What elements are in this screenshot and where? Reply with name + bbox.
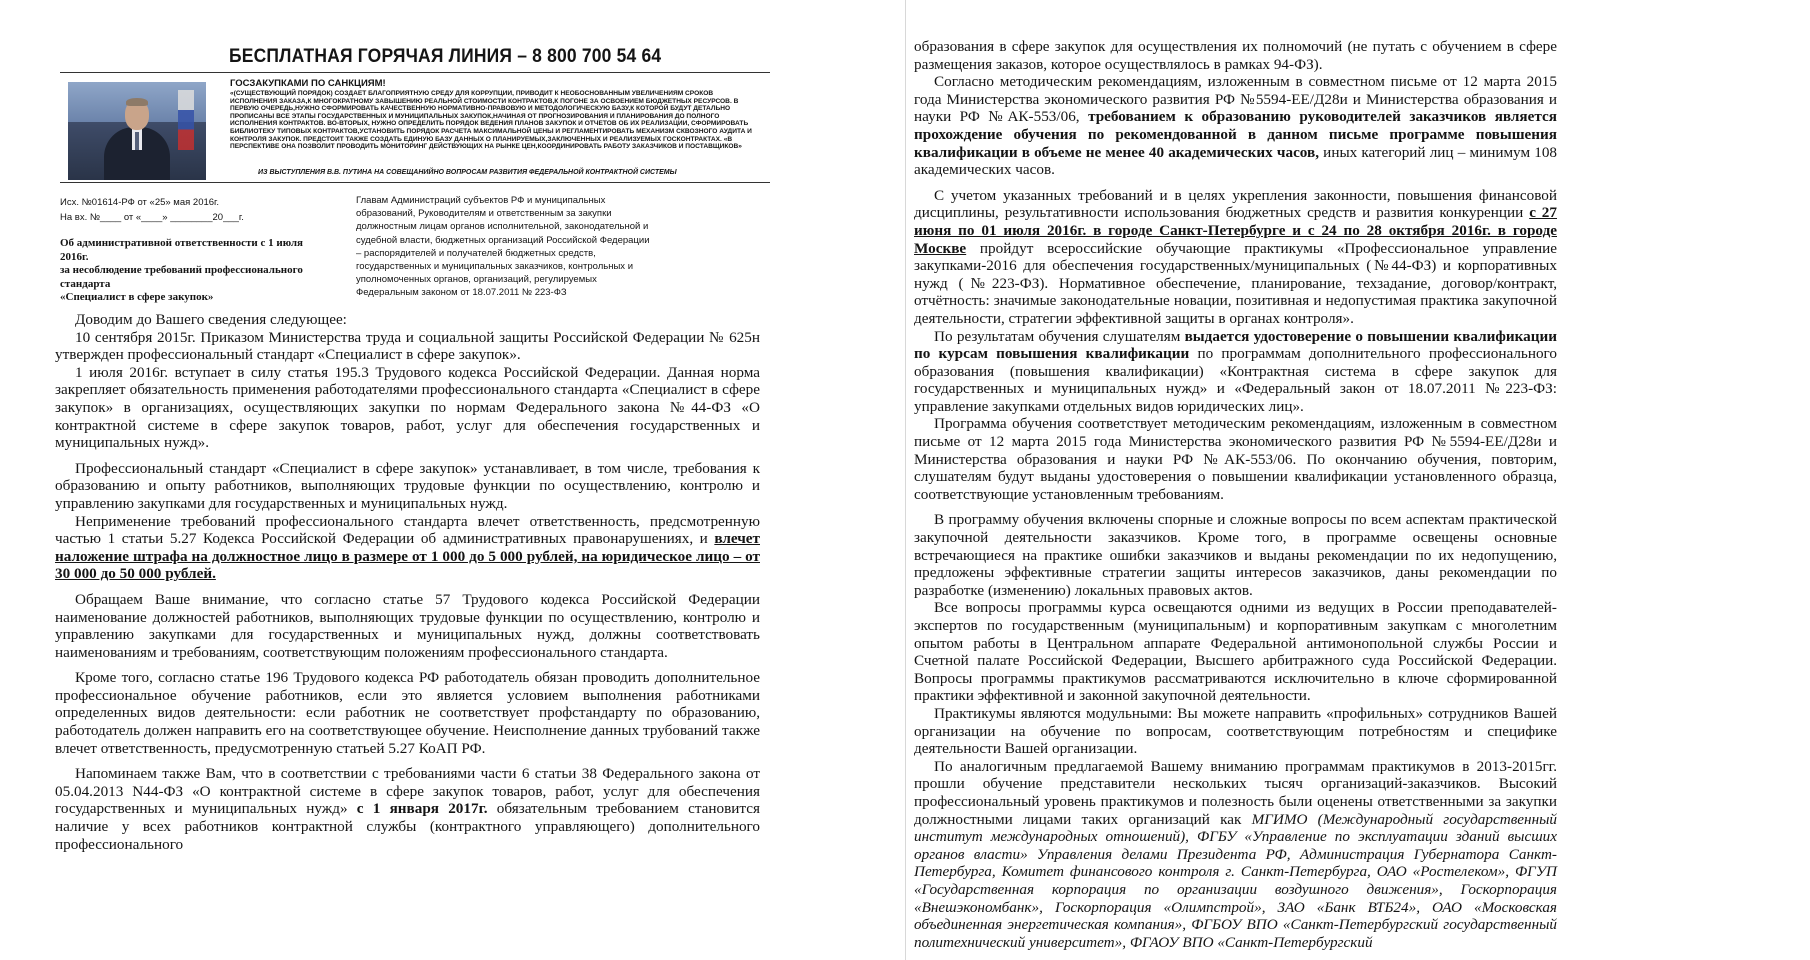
paragraph: Кроме того, согласно статье 196 Трудового кодекса РФ работодатель обязан проводить дополнительное профессиональное обучение работников, если это является условием выполнения работниками определенных видов деятельности: если работник не соответствует профстандарту по образованию, работодатель должен направить его на соответствующее обучение. Неисполнение данных трубований также влечет ответственность, предусмотренную статьей 5.27 КоАП РФ. (55, 669, 760, 757)
paragraph: Все вопросы программы курса освещаются одними из ведущих в России преподавателей-экспертов по государственным (муниципальным) и корпоративным закупкам с многолетним опытом работы в Центральном аппарате Федеральной антимонопольной службы России и Счетной палате Российской Федерации, Высшего арбитражного суда Российской Федерации. Вопросы программы практикумов рассматриваются исключительно в ключе сформированной практики эффективной и законной закупочной деятельности. (914, 599, 1557, 705)
paragraph: Профессиональный стандарт «Специалист в сфере закупок» устанавливает, в том числе, требования к образованию и опыту работников, выполняющих трудовые функции по осуществлению, контролю и управлению закупками для государственных и муниципальных нужд. (55, 459, 760, 512)
subject-line: за несоблюдение требований профессионального стандарта (60, 264, 303, 290)
paragraph: образования в сфере закупок для осуществления их полномочий (не путать с обучением в сфере размещения заказов, которое осуществлялось в рамках 94-ФЗ). (914, 38, 1557, 73)
letter-subject (60, 237, 320, 305)
letter-page-right (910, 0, 1810, 960)
paragraph-text: Согласно методическим рекомендациям, изложенным в совместном письме от 12 марта 2015 года Министерства экономического развития РФ №5594-ЕЕ/Д28и и Министерства образования и науки РФ №АК-553/06, (914, 73, 1557, 126)
paragraph-text: пройдут всероссийские обучающие практикумы «Профессиональное управление закупками-2016 для обеспечения государственных/муниципальных (№44-ФЗ) и корпоративных нужд (№223-ФЗ). Нормативное обеспечение, планирование, техзадание, договор/контракт, отчётность: значимые законодательные новации, позитивная и недопустимая практика закупочной деятельности, стратегии эффективной защиты в органах контроля». (914, 239, 1557, 327)
paragraph (914, 187, 1557, 328)
paragraph: 1 июля 2016г. вступает в силу статья 195.3 Трудового кодекса Российской Федерации. Данная норма закрепляет обязательность применения работодателями профессионального стандарта «Специалист в сфере закупок» в организациях, осуществляющих закупки по нормам Федерального закона №44-ФЗ «О контрактной системе в сфере закупок товаров, работ, услуг для обеспечения государственных и муниципальных нужд». (55, 363, 760, 452)
dates-highlight: с 27 июня по 01 июля 2016г. в городе Санкт-Петербурге и с 24 по 28 октября 2016г. в городе Москве (914, 204, 1557, 257)
subject-line: Об административной ответственности с 1 июля 2016г. (60, 237, 303, 263)
hotline-header: БЕСПЛАТНАЯ ГОРЯЧАЯ ЛИНИЯ – 8 800 700 54 64 (229, 46, 662, 67)
paragraph-text: Напоминаем также Вам, что в соответствии с требованиями части 6 статьи 38 Федерального закона от 05.04.2013 N44-ФЗ «О контрактной системе в сфере закупок товаров, работ, услуг для обеспечения государственных и муниципальных нужд» (55, 765, 760, 818)
banner-quote: «(СУЩЕСТВУЮЩИЙ ПОРЯДОК) СОЗДАЕТ БЛАГОПРИЯТНУЮ СРЕДУ ДЛЯ КОРРУПЦИИ, ПРИВОДИТ К НЕОБОСНОВАННЫМ УВЕЛИЧЕНИЯМ СРОКОВ ИСПОЛНЕНИЯ ЗАКАЗА,К МНОГОКРАТНОМУ ЗАВЫШЕНИЮ РЕАЛЬНОЙ СТОИМОСТИ КОНТРАКТОВ,К ПОГОНЕ ЗА ОСВОЕНИЕМ БЮДЖЕТНЫХ РЕСУРСОВ. В ПЕРВУЮ ОЧЕРЕДЬ,НУЖНО СФОРМИРОВАТЬ КАЧЕСТВЕННУЮ НОРМАТИВНО-ПРАВОВУЮ И МЕТОДОЛОГИЧЕСКУЮ БАЗУ,К КОТОРОЙ БУДУТ ДЕТАЛЬНО ПРОПИСАНЫ ВСЕ ЭТАПЫ ГОСУДАРСТВЕННЫХ И МУНИЦИПАЛЬНЫХ ЗАКУПОК,НАЧИНАЯ ОТ ПРОГНОЗИРОВАНИЯ И ПЛАНИРОВАНИЯ ДО ПОЛНОГО ИСПОЛНЕНИЯ КОНТРАКТОВ. ВО-ВТОРЫХ, НУЖНО ОПРЕДЕЛИТЬ ПОРЯДОК ВЕДЕНИЯ ПЛАНОВ ЗАКУПОК И ОТЧЕТОВ ОБ ИХ РЕАЛИЗАЦИИ, СФОРМИРОВАТЬ БИБЛИОТЕКУ ТИПОВЫХ КОНТРАКТОВ,УСТАНОВИТЬ ПОРЯДОК РАСЧЕТА МАКСИМАЛЬНОЙ ЦЕНЫ И РЕГЛАМЕНТИРОВАТЬ МЕХАНИЗМ СКВОЗНОГО АУДИТА И КОНТРОЛЯ ЗАКУПОК. ПРЕДСТОИТ ТАКЖЕ СОЗДАТЬ ЕДИНУЮ БАЗУ ДАННЫХ О ПЛАНИРУЕМЫХ,ЗАКЛЮЧЕННЫХ И РЕАЛИЗУЕМЫХ ГОСКОНТРАКТАХ. «В ПЕРСПЕКТИВЕ ОНА ПОЗВОЛИТ ПРОВОДИТЬ МОНИТОРИНГ ДЕЙСТВУЮЩИХ НА РЫНКЕ ЦЕН,КООРДИНИРОВАТЬ РАБОТУ ЗАКАЗЧИКОВ И ПОСТАВЩИКОВ» (230, 90, 752, 151)
paragraph: Программа обучения соответствует методическим рекомендациям, изложенным в совместном письме от 12 марта 2015 года Министерства экономического развития РФ №5594-ЕЕ/Д28и и Министерства образования и науки РФ №АК-553/06. По окончанию обучения, повторим, слушателям будут выданы удостоверения о повышении квалификации установленного образца, соответствующие установленным требованиям. (914, 415, 1557, 503)
flag-graphic (178, 90, 194, 150)
deadline-highlight: с 1 января 2017г. (356, 800, 488, 818)
quote-banner (60, 72, 770, 202)
banner-title: ГОСЗАКУПКАМИ ПО САНКЦИЯМ! (230, 78, 386, 89)
paragraph: Обращаем Ваше внимание, что согласно статье 57 Трудового кодекса Российской Федерации наименование должностей работников, выполняющих трудовые функции по осуществлению, контролю и управлению закупками для государственных и муниципальных нужд, должны соответствовать наименованиям и требованиям, соответствующим положениям профессионального стандарта. (55, 590, 760, 661)
fine-amount-highlight: влечет наложение штрафа на должностное лицо в размере от 1 000 до 5 000 рублей, на юридическое лицо – от 30 000 до 50 000 рублей. (55, 530, 760, 583)
paragraph (914, 328, 1557, 416)
paragraph: 10 сентября 2015г. Приказом Министерства труда и социальной защиты Российской Федерации № 625н утвержден профессиональный стандарт «Специалист в сфере закупок». (55, 328, 760, 364)
speaker-photo (68, 82, 206, 180)
paragraph (55, 765, 760, 853)
page-divider (905, 0, 906, 960)
paragraph (914, 758, 1557, 952)
banner-caption: ИЗ ВЫСТУПЛЕНИЯ В.В. ПУТИНА НА СОВЕЩАНИЙНО ВОПРОСАМ РАЗВИТИЯ ФЕДЕРАЛЬНОЙ КОНТРАКТНОЙ СИСТЕМЫ (258, 169, 677, 176)
paragraph (55, 513, 760, 583)
certificate-highlight: выдается удостоверение о повышении квалификации по курсам повышения квалификации (914, 327, 1557, 363)
paragraph-text: иных категорий лиц – минимум 108 академических часов. (914, 143, 1558, 179)
paragraph-text: Неприменение требований профессионального стандарта влечет ответственность, предсмотренную частью 1 статьи 5.27 Кодекса Российской Федерации об административных правонарушениях, и (55, 512, 760, 548)
paragraph-text: обязательным требованием становится наличие у всех работников контрактной службы (контрактного управляющего) дополнительного профессионального (55, 800, 760, 853)
paragraph: Доводим до Вашего сведения следующее: (75, 311, 347, 328)
paragraph: Практикумы являются модульными: Вы можете направить «профильных» сотрудников Вашей организации на обучение по вопросам, соответствующим потребностям и специфике деятельности Вашей организации. (914, 704, 1557, 758)
paragraph-text: По результатам обучения слушателям (934, 327, 1185, 345)
paragraph: В программу обучения включены спорные и сложные вопросы по всем аспектам практической закупочной деятельности заказчиков. Кроме того, в программе освещены основные встречающиеся на практике ошибки заказчиков и выданы рекомендации по их недопущению, предложены эффективные стратегии защиты интересов заказчиков, даны рекомендации по разработке (изменению) локальных правовых актов. (914, 511, 1557, 599)
subject-line: «Специалист в сфере закупок» (60, 291, 214, 303)
paragraph-text: С учетом указанных требований и в целях укрепления законности, повышения финансовой дисциплины, результативности использования бюджетных средств и развития конкуренции (914, 186, 1557, 222)
client-list: МГИМО (Международный государственный институт международных отношений), ФГБУ «Управление по эксплуатации зданий высших органов власти» Управления делами Президента РФ, Администрация Губернатора Санкт-Петербурга, Комитет финансового контроля г. Санкт-Петербурга, ОАО «Ростелеком», ФГУП «Государственная корпорация по организации воздушного движения», Госкорпорация «Внешэкономбанк», Госкорпорация «Олимпстрой», ЗАО «Банк ВТБ24», ОАО «Московская объединенная энергетическая компания», ФГБОУ ВПО «Санкт-Петербургский государственный политехнический университет», ФГАОУ ВПО «Санкт-Петербургский (914, 810, 1557, 951)
banner-bottom-rule (60, 182, 770, 183)
banner-top-rule (60, 72, 770, 73)
paragraph (914, 73, 1557, 179)
letter-meta (60, 195, 244, 225)
letter-body-right (910, 38, 1557, 951)
paragraph-text: По аналогичным предлагаемой Вашему вниманию программам практикумов в 2013-2015гг. прошли обучение представители нескольких тысяч организаций-заказчиков. Высокий профессиональный уровень практикумов и полезность были оценены ответственными за закупки должностными лицами таких организаций как (914, 757, 1557, 828)
letter-body-left (55, 311, 760, 853)
incoming-number: На вх. №____ от «____» ________20___г. (60, 212, 244, 223)
paragraph-text: по программам дополнительного профессионального образования (повышения квалификации) «Контрактная система в сфере закупок для государственных и муниципальных нужд» и «Федеральный закон от 18.07.2011 №223-ФЗ: управление закупками отдельных видов юридических лиц». (914, 345, 1557, 415)
outgoing-number: Исх. №01614-РФ от «25» мая 2016г. (60, 197, 219, 208)
requirement-highlight: требованием к образованию руководителей заказчиков является прохождение обучения по рекомендованной в данном письме программе повышения квалификации в объеме не менее 40 академических часов, (914, 108, 1557, 161)
addressees-block: Главам Администраций субъектов РФ и муниципальных образований, Руководителям и ответственным за закупки должностным лицам органов исполнительной, законодательной и судебной власти, бюджетных организаций Российской Федерации – распорядителей и получателей бюджетных средств, государственных и муниципальных заказчиков, контрольных и уполномоченных органов, организаций, регулируемых Федеральным законом от 18.07.2011 № 223-ФЗ (356, 195, 650, 299)
